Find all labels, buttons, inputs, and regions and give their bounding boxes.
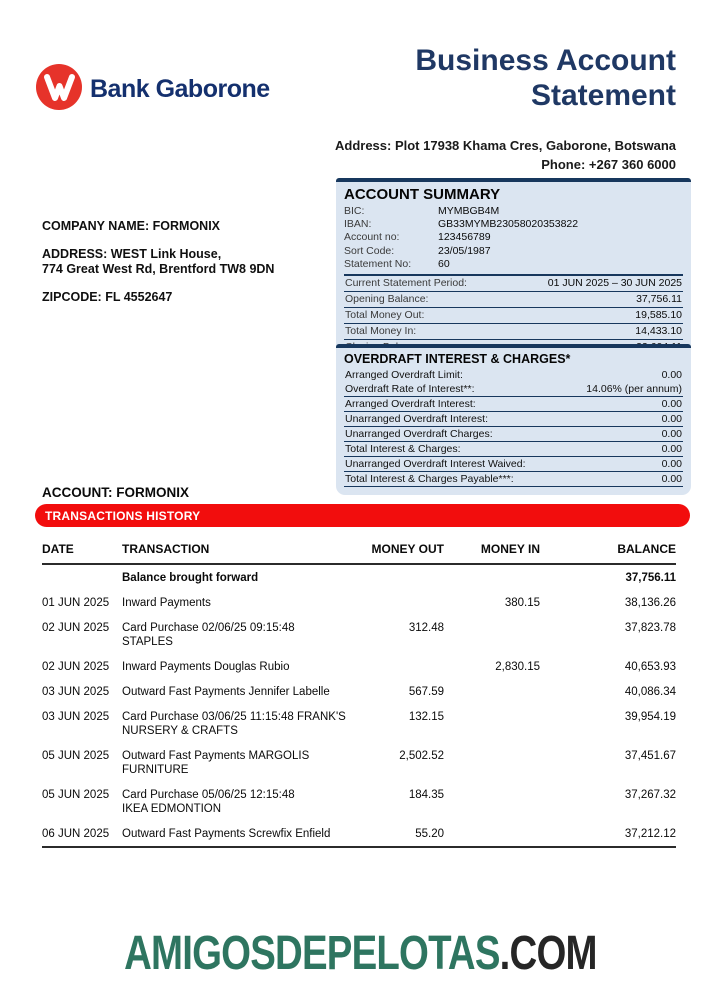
overdraft-row-value: 0.00 xyxy=(661,457,682,470)
account-summary-box xyxy=(336,178,691,364)
balance-cell: 37,756.11 xyxy=(625,572,676,584)
date-cell: 06 JUN 2025 xyxy=(42,828,110,840)
company-address-line1: ADDRESS: WEST Link House, xyxy=(42,246,222,261)
date-cell: 01 JUN 2025 xyxy=(42,597,110,609)
transaction-cell: Card Purchase 03/06/25 11:15:48 FRANK'S NURSERY & CRAFTS xyxy=(122,711,346,737)
summary-info-row-value: GB33MYMB23058020353822 xyxy=(438,218,579,231)
watermark xyxy=(0,926,720,981)
company-address-line2: 774 Great West Rd, Brentford TW8 9DN xyxy=(42,262,275,277)
summary-total-row-value: 01 JUN 2025 – 30 JUN 2025 xyxy=(547,277,682,290)
money-out-cell: 567.59 xyxy=(408,686,444,698)
summary-info-row-label: Account no: xyxy=(344,231,400,244)
summary-info-row xyxy=(344,245,683,258)
summary-total-row-value: 19,585.10 xyxy=(635,309,682,322)
transaction-cell: Outward Fast Payments Screwfix Enfield xyxy=(122,828,331,840)
transaction-cell: Inward Payments xyxy=(122,597,211,609)
document-title-line1: Business Account xyxy=(415,44,676,77)
summary-total-row-label: Total Money Out: xyxy=(345,309,425,322)
transactions-history-banner xyxy=(35,504,690,527)
balance-cell: 37,451.67 xyxy=(624,750,676,762)
money-in-cell xyxy=(444,743,540,782)
money-out-cell: 312.48 xyxy=(408,622,444,634)
money-in-cell xyxy=(444,615,540,654)
summary-total-row-label: Total Money In: xyxy=(345,325,417,338)
transaction-row xyxy=(42,654,676,679)
money-out-cell: 132.15 xyxy=(408,711,444,723)
transaction-row xyxy=(42,782,676,821)
transaction-row xyxy=(42,704,676,743)
overdraft-row xyxy=(344,396,683,411)
overdraft-row xyxy=(344,368,683,382)
date-cell: 05 JUN 2025 xyxy=(42,789,110,801)
account-heading: ACCOUNT: FORMONIX xyxy=(42,485,189,500)
summary-info-row-value: 23/05/1987 xyxy=(438,244,491,257)
overdraft-box xyxy=(336,344,691,495)
document-title xyxy=(415,44,676,114)
date-cell: 02 JUN 2025 xyxy=(42,622,110,634)
date-cell: 03 JUN 2025 xyxy=(42,711,110,723)
money-out-cell xyxy=(364,590,444,615)
summary-info-row xyxy=(344,231,683,244)
document-title-line2: Statement xyxy=(530,78,676,112)
bank-logo xyxy=(36,64,270,115)
money-in-cell xyxy=(444,564,540,590)
money-out-cell: 55.20 xyxy=(415,828,444,840)
balance-cell: 37,267.32 xyxy=(624,789,676,801)
summary-total-row-label: Current Statement Period: xyxy=(345,277,467,290)
money-out-cell: 2,502.52 xyxy=(399,750,444,762)
summary-total-row xyxy=(344,324,683,340)
overdraft-row-label: Arranged Overdraft Limit: xyxy=(345,368,463,381)
spacer xyxy=(42,235,274,247)
overdraft-row-value: 0.00 xyxy=(661,442,682,455)
money-out-cell xyxy=(364,564,444,590)
overdraft-row xyxy=(344,411,683,426)
summary-total-row xyxy=(344,292,683,308)
money-out-cell xyxy=(364,654,444,679)
balance-cell: 40,653.93 xyxy=(624,661,676,673)
company-name: COMPANY NAME: FORMONIX xyxy=(42,219,221,233)
spacer xyxy=(42,278,274,290)
summary-info-row-label: Sort Code: xyxy=(344,244,395,257)
balance-cell: 37,823.78 xyxy=(624,622,676,634)
transactions-table xyxy=(42,536,676,848)
overdraft-row xyxy=(344,382,683,396)
overdraft-row-label: Arranged Overdraft Interest: xyxy=(345,397,476,410)
bank-address: Address: Plot 17938 Khama Cres, Gaborone, Botswana xyxy=(335,138,676,153)
summary-info-row-label: IBAN: xyxy=(344,218,372,231)
column-header-date: DATE xyxy=(42,536,122,564)
summary-info-row-label: Statement No: xyxy=(344,257,412,270)
column-header-money-in: MONEY IN xyxy=(444,536,540,564)
watermark-suffix: .COM xyxy=(499,927,597,980)
summary-info-row-label: BIC: xyxy=(344,205,365,217)
summary-total-row-label: Opening Balance: xyxy=(345,293,429,306)
transaction-row xyxy=(42,590,676,615)
bank-phone: Phone: +267 360 6000 xyxy=(541,156,676,172)
transaction-cell: Balance brought forward xyxy=(122,572,259,584)
overdraft-row xyxy=(344,471,683,487)
transaction-cell: Card Purchase 02/06/25 09:15:48 STAPLES xyxy=(122,622,295,648)
overdraft-row-value: 0.00 xyxy=(661,368,682,381)
transaction-row xyxy=(42,743,676,782)
overdraft-row-value: 0.00 xyxy=(661,472,682,485)
overdraft-row xyxy=(344,456,683,471)
balance-cell: 40,086.34 xyxy=(624,686,676,698)
date-cell: 02 JUN 2025 xyxy=(42,661,110,673)
transaction-cell: Outward Fast Payments Jennifer Labelle xyxy=(122,686,330,698)
summary-info-row xyxy=(344,258,683,271)
date-cell xyxy=(42,564,122,590)
column-header-money-out: MONEY OUT xyxy=(364,536,444,564)
bank-name: Bank Gaborone xyxy=(90,75,270,103)
overdraft-row-label: Overdraft Rate of Interest**: xyxy=(345,382,475,395)
transaction-cell: Outward Fast Payments MARGOLIS FURNITURE xyxy=(122,750,310,776)
account-summary-title: ACCOUNT SUMMARY xyxy=(344,186,501,203)
summary-total-row xyxy=(344,308,683,324)
overdraft-row-label: Total Interest & Charges Payable***: xyxy=(345,472,514,485)
summary-total-row-value: 14,433.10 xyxy=(635,325,682,338)
transactions-header-row xyxy=(42,536,676,564)
transactions-history-label: TRANSACTIONS HISTORY xyxy=(45,508,201,523)
transaction-row xyxy=(42,615,676,654)
bank-logo-mark-icon xyxy=(36,64,82,115)
transaction-cell: Inward Payments Douglas Rubio xyxy=(122,661,290,673)
balance-cell: 38,136.26 xyxy=(624,597,676,609)
summary-info-row-value: 123456789 xyxy=(438,231,491,244)
column-header-transaction: TRANSACTION xyxy=(122,536,364,564)
overdraft-row-value: 0.00 xyxy=(661,412,682,425)
overdraft-row xyxy=(344,441,683,456)
company-details xyxy=(42,219,274,306)
date-cell: 03 JUN 2025 xyxy=(42,686,110,698)
date-cell: 05 JUN 2025 xyxy=(42,750,110,762)
money-in-cell xyxy=(444,821,540,847)
bank-contact-block xyxy=(335,137,676,175)
column-header-balance: BALANCE xyxy=(540,536,676,564)
summary-total-row-value: 37,756.11 xyxy=(636,293,682,306)
transaction-row xyxy=(42,679,676,704)
watermark-text xyxy=(124,926,597,981)
transaction-cell: Card Purchase 05/06/25 12:15:48 IKEA EDMONTION xyxy=(122,789,295,815)
overdraft-rows xyxy=(344,368,683,487)
company-zipcode: ZIPCODE: FL 4552647 xyxy=(42,289,173,304)
money-in-cell xyxy=(444,704,540,743)
transaction-row xyxy=(42,564,676,590)
summary-info-row xyxy=(344,218,683,231)
money-in-cell xyxy=(444,782,540,821)
overdraft-row-label: Unarranged Overdraft Charges: xyxy=(345,427,493,440)
transaction-row xyxy=(42,821,676,847)
overdraft-row-value: 14.06% (per annum) xyxy=(586,382,682,395)
overdraft-row-label: Unarranged Overdraft Interest: xyxy=(345,412,488,425)
summary-info-row xyxy=(344,205,683,218)
account-summary-info xyxy=(344,205,683,271)
summary-info-row-value: 60 xyxy=(438,257,450,270)
money-out-cell: 184.35 xyxy=(408,789,444,801)
money-in-cell: 380.15 xyxy=(504,597,540,609)
money-in-cell xyxy=(444,679,540,704)
overdraft-row-value: 0.00 xyxy=(661,427,682,440)
balance-cell: 37,212.12 xyxy=(624,828,676,840)
summary-total-row xyxy=(344,276,683,292)
summary-info-row-value: MYMBGB4M xyxy=(438,205,500,217)
watermark-main: AMIGOSDEPELOTAS xyxy=(123,927,500,980)
overdraft-row-label: Total Interest & Charges: xyxy=(345,442,461,455)
balance-cell: 39,954.19 xyxy=(624,711,676,723)
overdraft-row-label: Unarranged Overdraft Interest Waived: xyxy=(345,457,526,470)
money-in-cell: 2,830.15 xyxy=(495,661,540,673)
overdraft-title: OVERDRAFT INTEREST & CHARGES* xyxy=(344,352,571,366)
overdraft-row xyxy=(344,426,683,441)
overdraft-row-value: 0.00 xyxy=(661,397,682,410)
